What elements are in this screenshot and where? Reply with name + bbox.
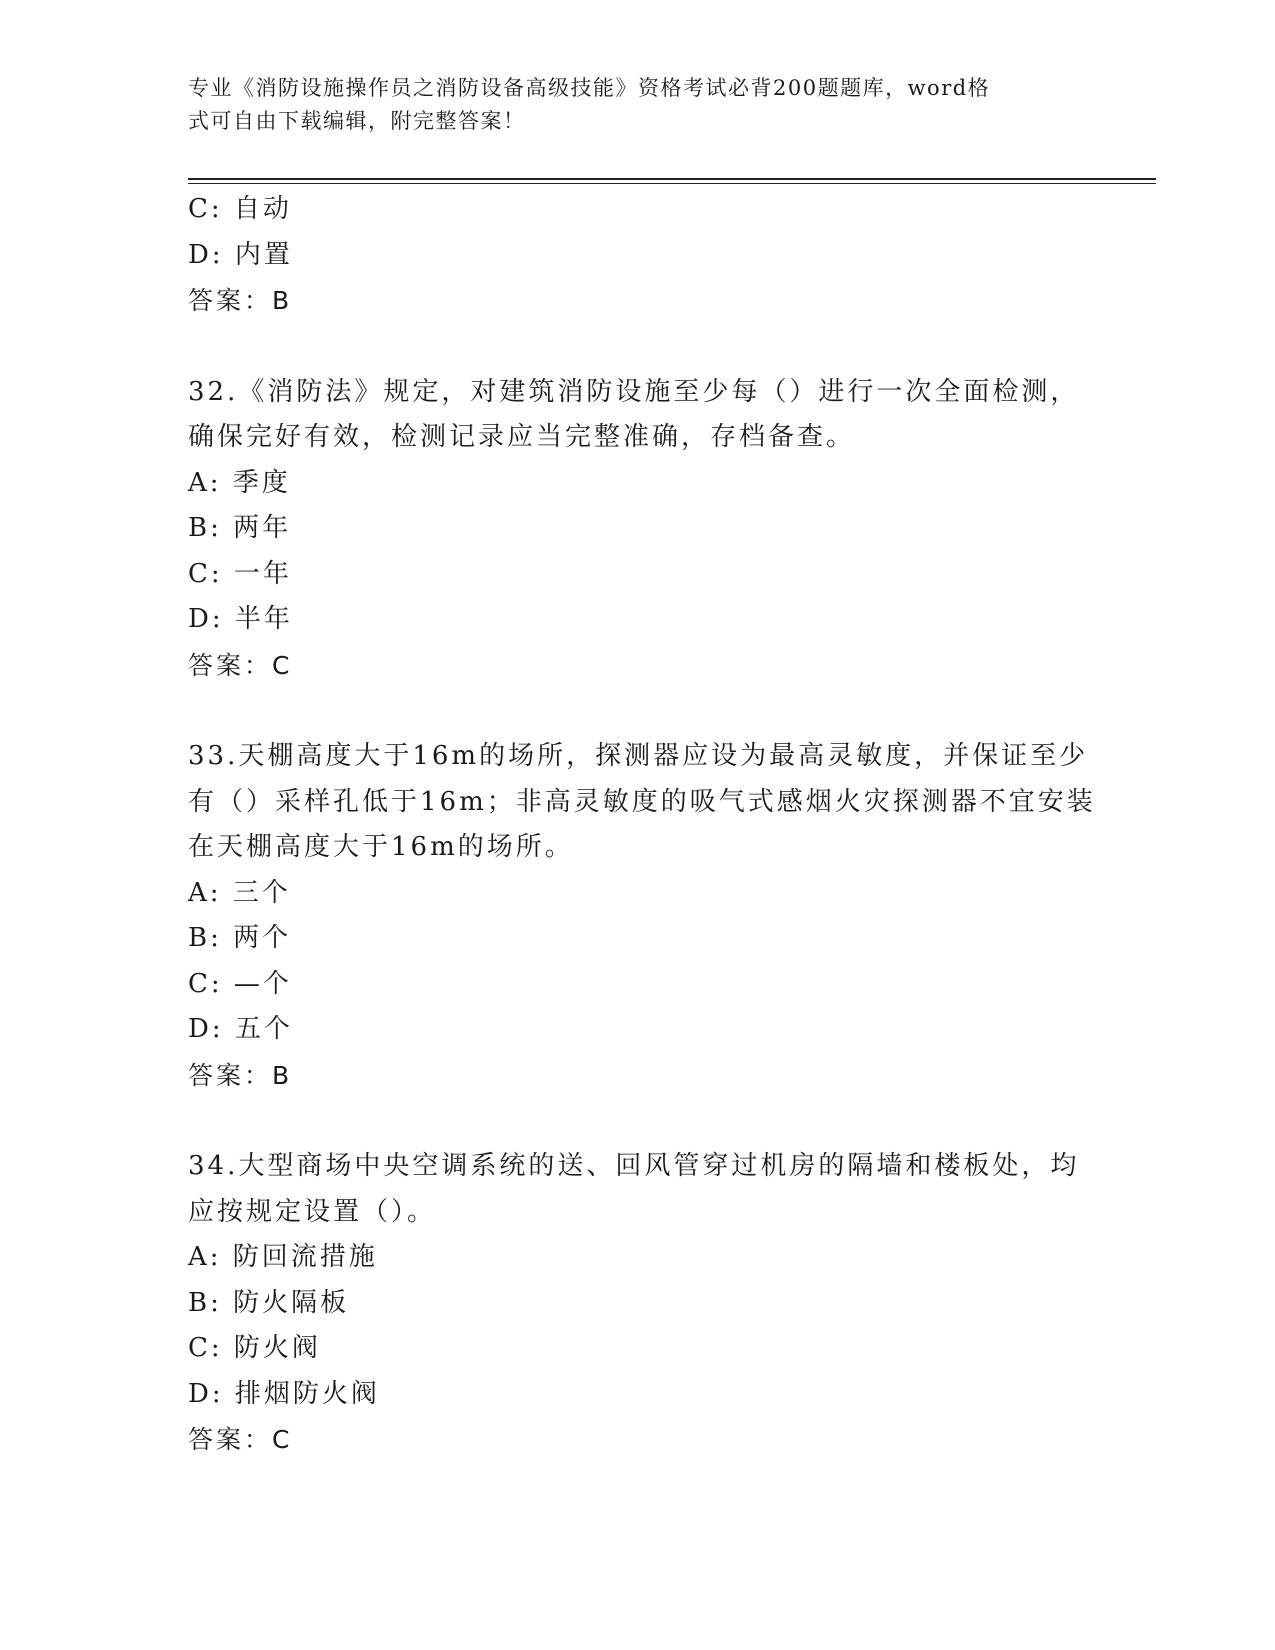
answer-line: 答案：C (188, 650, 293, 680)
question-text-line: 确保完好有效，检测记录应当完整准确，存档备查。 (188, 422, 856, 452)
header-line-2: 式可自由下载编辑，附完整答案！ (188, 109, 526, 133)
header-line-1: 专业《消防设施操作员之消防设备高级技能》资格考试必背200题题库，word格 (188, 76, 991, 100)
option-d: D: 五个 (188, 1014, 293, 1044)
option-d: D: 排烟防火阀 (188, 1378, 380, 1409)
question-33 (188, 734, 1108, 1098)
option-d: D: 半年 (188, 604, 293, 634)
answer-line: 答案：B (188, 286, 293, 315)
option-c: C: 一年 (188, 558, 292, 589)
question-31-tail (188, 187, 1108, 324)
option-b: B: 两年 (188, 513, 292, 543)
header-divider-thin (188, 183, 1156, 184)
option-c: C: 自动 (188, 194, 292, 224)
header-divider-thick (188, 178, 1156, 180)
option-d: D: 内置 (188, 239, 293, 270)
spacer (188, 324, 1108, 370)
question-list (188, 187, 1108, 1463)
option-b: B: 两个 (188, 923, 292, 953)
question-text-line: 34.大型商场中央空调系统的送、回风管穿过机房的隔墙和楼板处，均 (188, 1151, 1080, 1181)
option-c: C: 防火阀 (188, 1333, 321, 1363)
question-text-line: 应按规定设置（）。 (188, 1196, 437, 1227)
option-a: A: 三个 (188, 877, 291, 908)
option-b: B: 防火隔板 (188, 1287, 350, 1318)
question-text-line: 33.天棚高度大于16m的场所，探测器应设为最高灵敏度，并保证至少 (188, 741, 1089, 771)
option-a: A: 季度 (188, 467, 291, 498)
spacer (188, 1098, 1108, 1144)
question-text-line: 32.《消防法》规定，对建筑消防设施至少每（）进行一次全面检测， (188, 376, 1080, 407)
spacer (188, 688, 1108, 734)
question-32 (188, 370, 1108, 689)
answer-line: 答案：B (188, 1060, 293, 1090)
question-34 (188, 1144, 1108, 1463)
answer-line: 答案：C (188, 1425, 293, 1454)
question-text-line: 有（）采样孔低于16m；非高灵敏度的吸气式感烟火灾探测器不宜安装 (188, 786, 1096, 817)
question-text-line: 在天棚高度大于16m的场所。 (188, 832, 574, 862)
document-header (188, 72, 1068, 138)
option-c: C: —个 (188, 968, 292, 999)
option-a: A: 防回流措施 (188, 1242, 378, 1272)
